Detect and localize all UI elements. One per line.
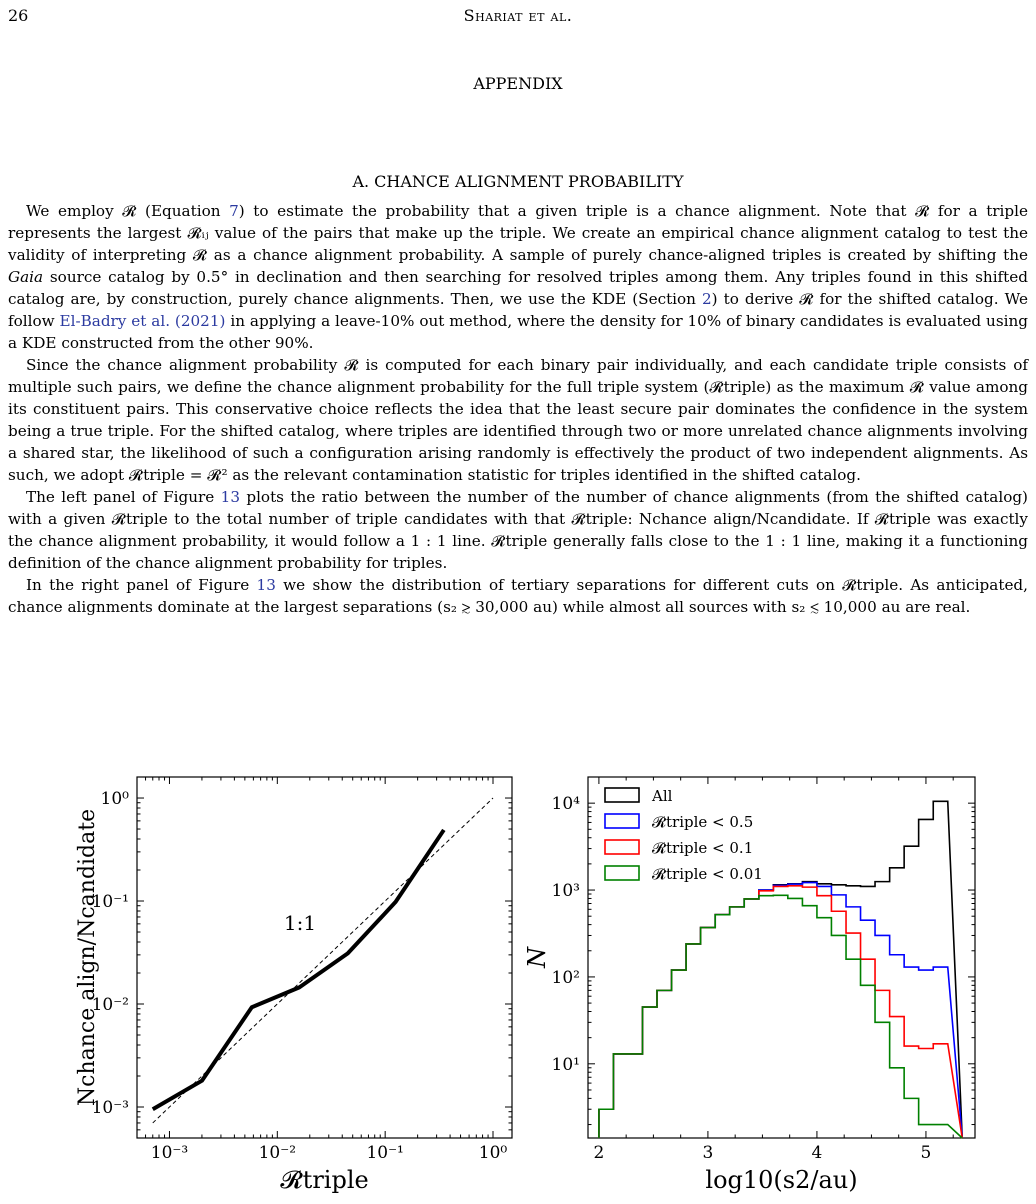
legend-swatch (605, 814, 639, 828)
text-run: we show the distribution of tertiary separations for different cuts on 𝓡triple. As anticipated, chance alignments dominate at the largest separations (s₂ ≳ 30,000 au) while almost all sources with s₂ ≲ 10,000 au are real. (8, 576, 1028, 616)
figure-13 (0, 760, 1036, 1204)
reference-link[interactable]: 7 (229, 202, 239, 220)
histogram-2 (599, 886, 962, 1138)
x-tick-label: 10⁻¹ (366, 1143, 404, 1163)
y-axis-label: N (523, 947, 551, 968)
y-tick-label: 10⁴ (551, 794, 580, 815)
reference-link[interactable]: 2 (701, 290, 712, 308)
section-body (8, 200, 1028, 618)
legend-label: All (652, 787, 673, 805)
y-tick-label: 10⁰ (100, 789, 129, 810)
text-run: Gaia (8, 268, 44, 286)
figure-svg (0, 760, 1036, 1200)
legend-label: 𝓡triple < 0.1 (652, 839, 754, 857)
text-run: source catalog by 0.5° in declination and then searching for resolved triples among them. Any triples found in this shifted catalog are, by construction, purely chance alignments. Then, we use the KDE (Section (8, 268, 1028, 308)
x-tick-label: 5 (920, 1143, 932, 1163)
y-tick-label: 10¹ (551, 1054, 580, 1075)
legend-swatch (605, 866, 639, 880)
text-run: ) to derive 𝓡 for the shifted catalog. We follow (8, 290, 1028, 330)
right-plot-frame (588, 777, 975, 1138)
x-tick-label: 2 (593, 1143, 605, 1163)
text-run: In the right panel of Figure (26, 576, 257, 594)
legend-label: 𝓡triple < 0.5 (652, 813, 754, 831)
one-to-one-line (153, 798, 493, 1123)
x-tick-label: 10⁻² (258, 1143, 297, 1163)
running-header-authors: Shariat et al. (463, 6, 573, 25)
x-tick-label: 10⁰ (478, 1143, 508, 1163)
page-number: 26 (8, 6, 29, 25)
text-run: ) to estimate the probability that a given triple is a chance alignment. Note that 𝓡 for a triple represents the largest 𝓡ᵢⱼ value of the pairs that make up the triple. We create an empirical chance alignment catalog to test the validity of interpreting 𝓡 as a chance alignment probability. A sample of purely chance-aligned triples is created by shifting the (8, 202, 1028, 264)
x-axis-label: log10(s2/au) (705, 1166, 858, 1194)
y-tick-label: 10³ (551, 881, 580, 902)
reference-link[interactable]: El-Badry et al. (2021) (59, 312, 226, 330)
y-tick-label: 10² (551, 967, 580, 988)
paragraph (8, 354, 1028, 486)
ratio-curve (153, 830, 444, 1109)
x-tick-label: 4 (811, 1143, 823, 1163)
text-run: plots the ratio between the number of the number of chance alignments (from the shifted catalog) with a given 𝓡triple to the total number of triple candidates with that 𝓡triple: Nchance align/Ncandidate. If 𝓡triple was exactly the chance alignment probability, it would follow a 1 : 1 line. 𝓡triple generally falls close to the 1 : 1 line, making it a functioning definition of the chance alignment probability for triples. (8, 488, 1028, 572)
paragraph (8, 574, 1028, 618)
one-to-one-label: 1:1 (283, 911, 317, 935)
text-run: in applying a leave-10% out method, where the density for 10% of binary candidates is evaluated using a KDE constructed from the other 90%. (8, 312, 1028, 352)
text-run: We employ 𝓡 (Equation (26, 202, 230, 220)
y-tick-label: 10⁻¹ (91, 892, 129, 913)
left-panel (137, 777, 512, 1138)
appendix-title: APPENDIX (473, 74, 563, 93)
text-run: The left panel of Figure (26, 488, 221, 506)
reference-link[interactable]: 13 (256, 576, 276, 594)
reference-link[interactable]: 13 (220, 488, 240, 506)
right-panel (588, 777, 975, 1138)
section-title: A. CHANCE ALIGNMENT PROBABILITY (352, 172, 684, 191)
text-run: Since the chance alignment probability 𝓡 is computed for each binary pair individually, and each candidate triple consists of multiple such pairs, we define the chance alignment probability for the full triple system (𝓡triple) as the maximum 𝓡 value among its constituent pairs. This conservative choice reflects the idea that the least secure pair dominates the confidence in the system being a true triple. For the shifted catalog, where triples are identified through two or more unrelated chance alignments involving a shared star, the likelihood of such a configuration arising randomly is effectively the product of two independent alignments. As such, we adopt 𝓡triple = 𝓡² as the relevant contamination statistic for triples identified in the shifted catalog. (8, 356, 1028, 484)
x-tick-label: 3 (702, 1143, 714, 1163)
histogram-3 (599, 895, 962, 1138)
histogram-1 (599, 883, 962, 1138)
legend-label: 𝓡triple < 0.01 (652, 865, 763, 883)
y-tick-label: 10⁻² (91, 995, 129, 1016)
x-tick-label: 10⁻³ (150, 1143, 189, 1163)
x-axis-label: 𝓡triple (280, 1166, 369, 1194)
y-axis-label: Nchance align/Ncandidate (75, 808, 100, 1107)
paragraph (8, 200, 1028, 354)
paragraph (8, 486, 1028, 574)
y-tick-label: 10⁻³ (91, 1097, 129, 1118)
legend-swatch (605, 788, 639, 802)
legend-swatch (605, 840, 639, 854)
